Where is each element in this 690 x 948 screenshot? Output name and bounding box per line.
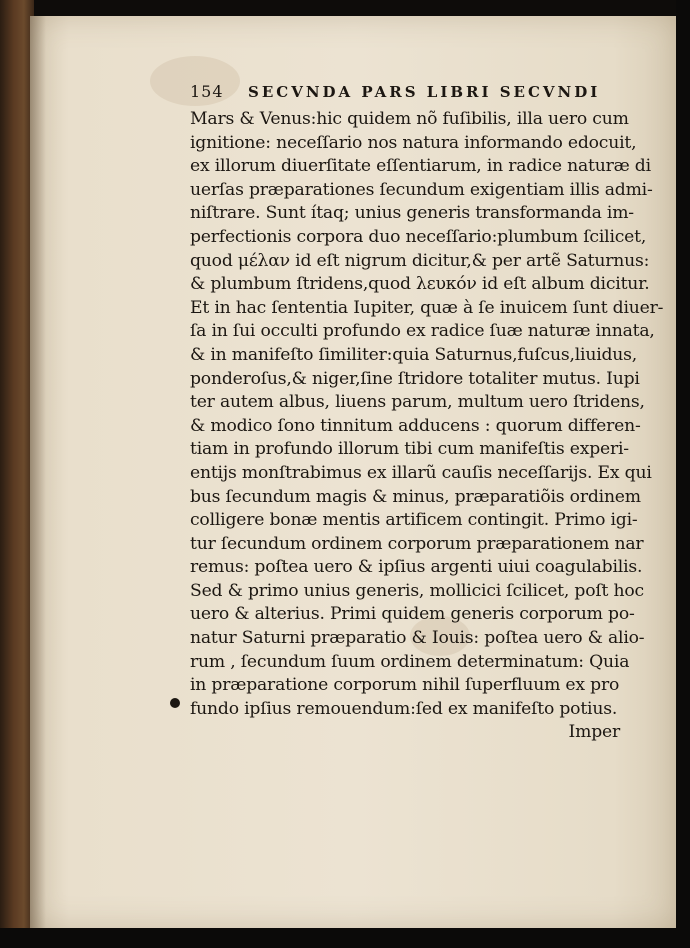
bottom-edge <box>0 928 690 948</box>
text-line: niſtrare. Sunt ítaq; unius generis transformanda im- <box>190 203 634 224</box>
text-line: uerſas præparationes ſecundum exigentiam illis admi- <box>190 179 653 200</box>
text-line: Mars & Venus:hic quidem nõ fuſibilis, illa uero cum <box>190 109 629 129</box>
margin-bullet-icon <box>170 698 180 708</box>
text-line: tiam in profundo illorum tibi cum manifeſtis experi- <box>190 439 629 460</box>
text-line: colligere bonæ mentis artificem contingit. Primo igi- <box>190 510 638 531</box>
text-line: remus: poſtea uero & ipſius argenti uiui coagulabilis. <box>190 557 643 578</box>
text-line: entijs monſtrabimus ex illarũ cauſis neceſſarijs. Ex qui <box>190 462 652 483</box>
page-number: 154 <box>190 82 224 101</box>
text-line: ter autem albus, liuens parum, multum uero ſtridens, <box>190 392 645 413</box>
text-line: & plumbum ſtridens,quod λευκόν id eſt album dicitur. <box>190 274 650 295</box>
running-head: SECVNDA PARS LIBRI SECVNDI <box>248 83 601 101</box>
text-line: perfectionis corpora duo neceſſario:plumbum ſcilicet, <box>190 226 647 247</box>
text-line: ponderoſus,& niger,ſine ſtridore totaliter mutus. Iupi <box>190 368 640 389</box>
text-line: Et in hac ſententia Iupiter, quæ à ſe inuicem ſunt diuer- <box>190 297 664 318</box>
text-line: quod μέλαν id eſt nigrum dicitur,& per artẽ Saturnus: <box>190 250 650 271</box>
right-edge <box>676 0 690 948</box>
gutter-shadow <box>30 16 46 928</box>
text-line: ſa in ſui occulti profundo ex radice ſuæ naturæ innata, <box>190 321 655 342</box>
text-line: bus ſecundum magis & minus, præparatiõis ordinem <box>190 486 641 507</box>
text-line: & modico ſono tinnitum adducens : quorum differen- <box>190 415 641 436</box>
text-line: tur ſecundum ordinem corporum præparationem nar <box>190 533 644 554</box>
main-text-block <box>190 82 664 745</box>
text-line: in præparatione corporum nihil ſuperfluum ex pro <box>190 675 620 696</box>
page-header <box>190 82 660 108</box>
text-line: Sed & primo unius generis, mollicici ſcilicet, poſt hoc <box>190 580 644 601</box>
book-spine <box>0 0 34 948</box>
catchword: Imper <box>568 722 620 743</box>
text-line: uero & alterius. Primi quidem generis corporum po- <box>190 604 635 625</box>
text-line: ignitione: neceſſario nos natura informando edocuit, <box>190 132 637 153</box>
text-line: fundo ipſius remouendum:ſed ex manifeſto potius. <box>190 698 618 719</box>
text-line: & in manifeſto ſimiliter:quia Saturnus,fuſcus,liuidus, <box>190 344 638 365</box>
text-line: natur Saturni præparatio & Iouis: poſtea uero & alio- <box>190 628 645 649</box>
text-line: ex illorum diuerſitate eſſentiarum, in radice naturæ di <box>190 156 651 177</box>
text-line: rum , ſecundum ſuum ordinem determinatum: Quia <box>190 651 630 672</box>
